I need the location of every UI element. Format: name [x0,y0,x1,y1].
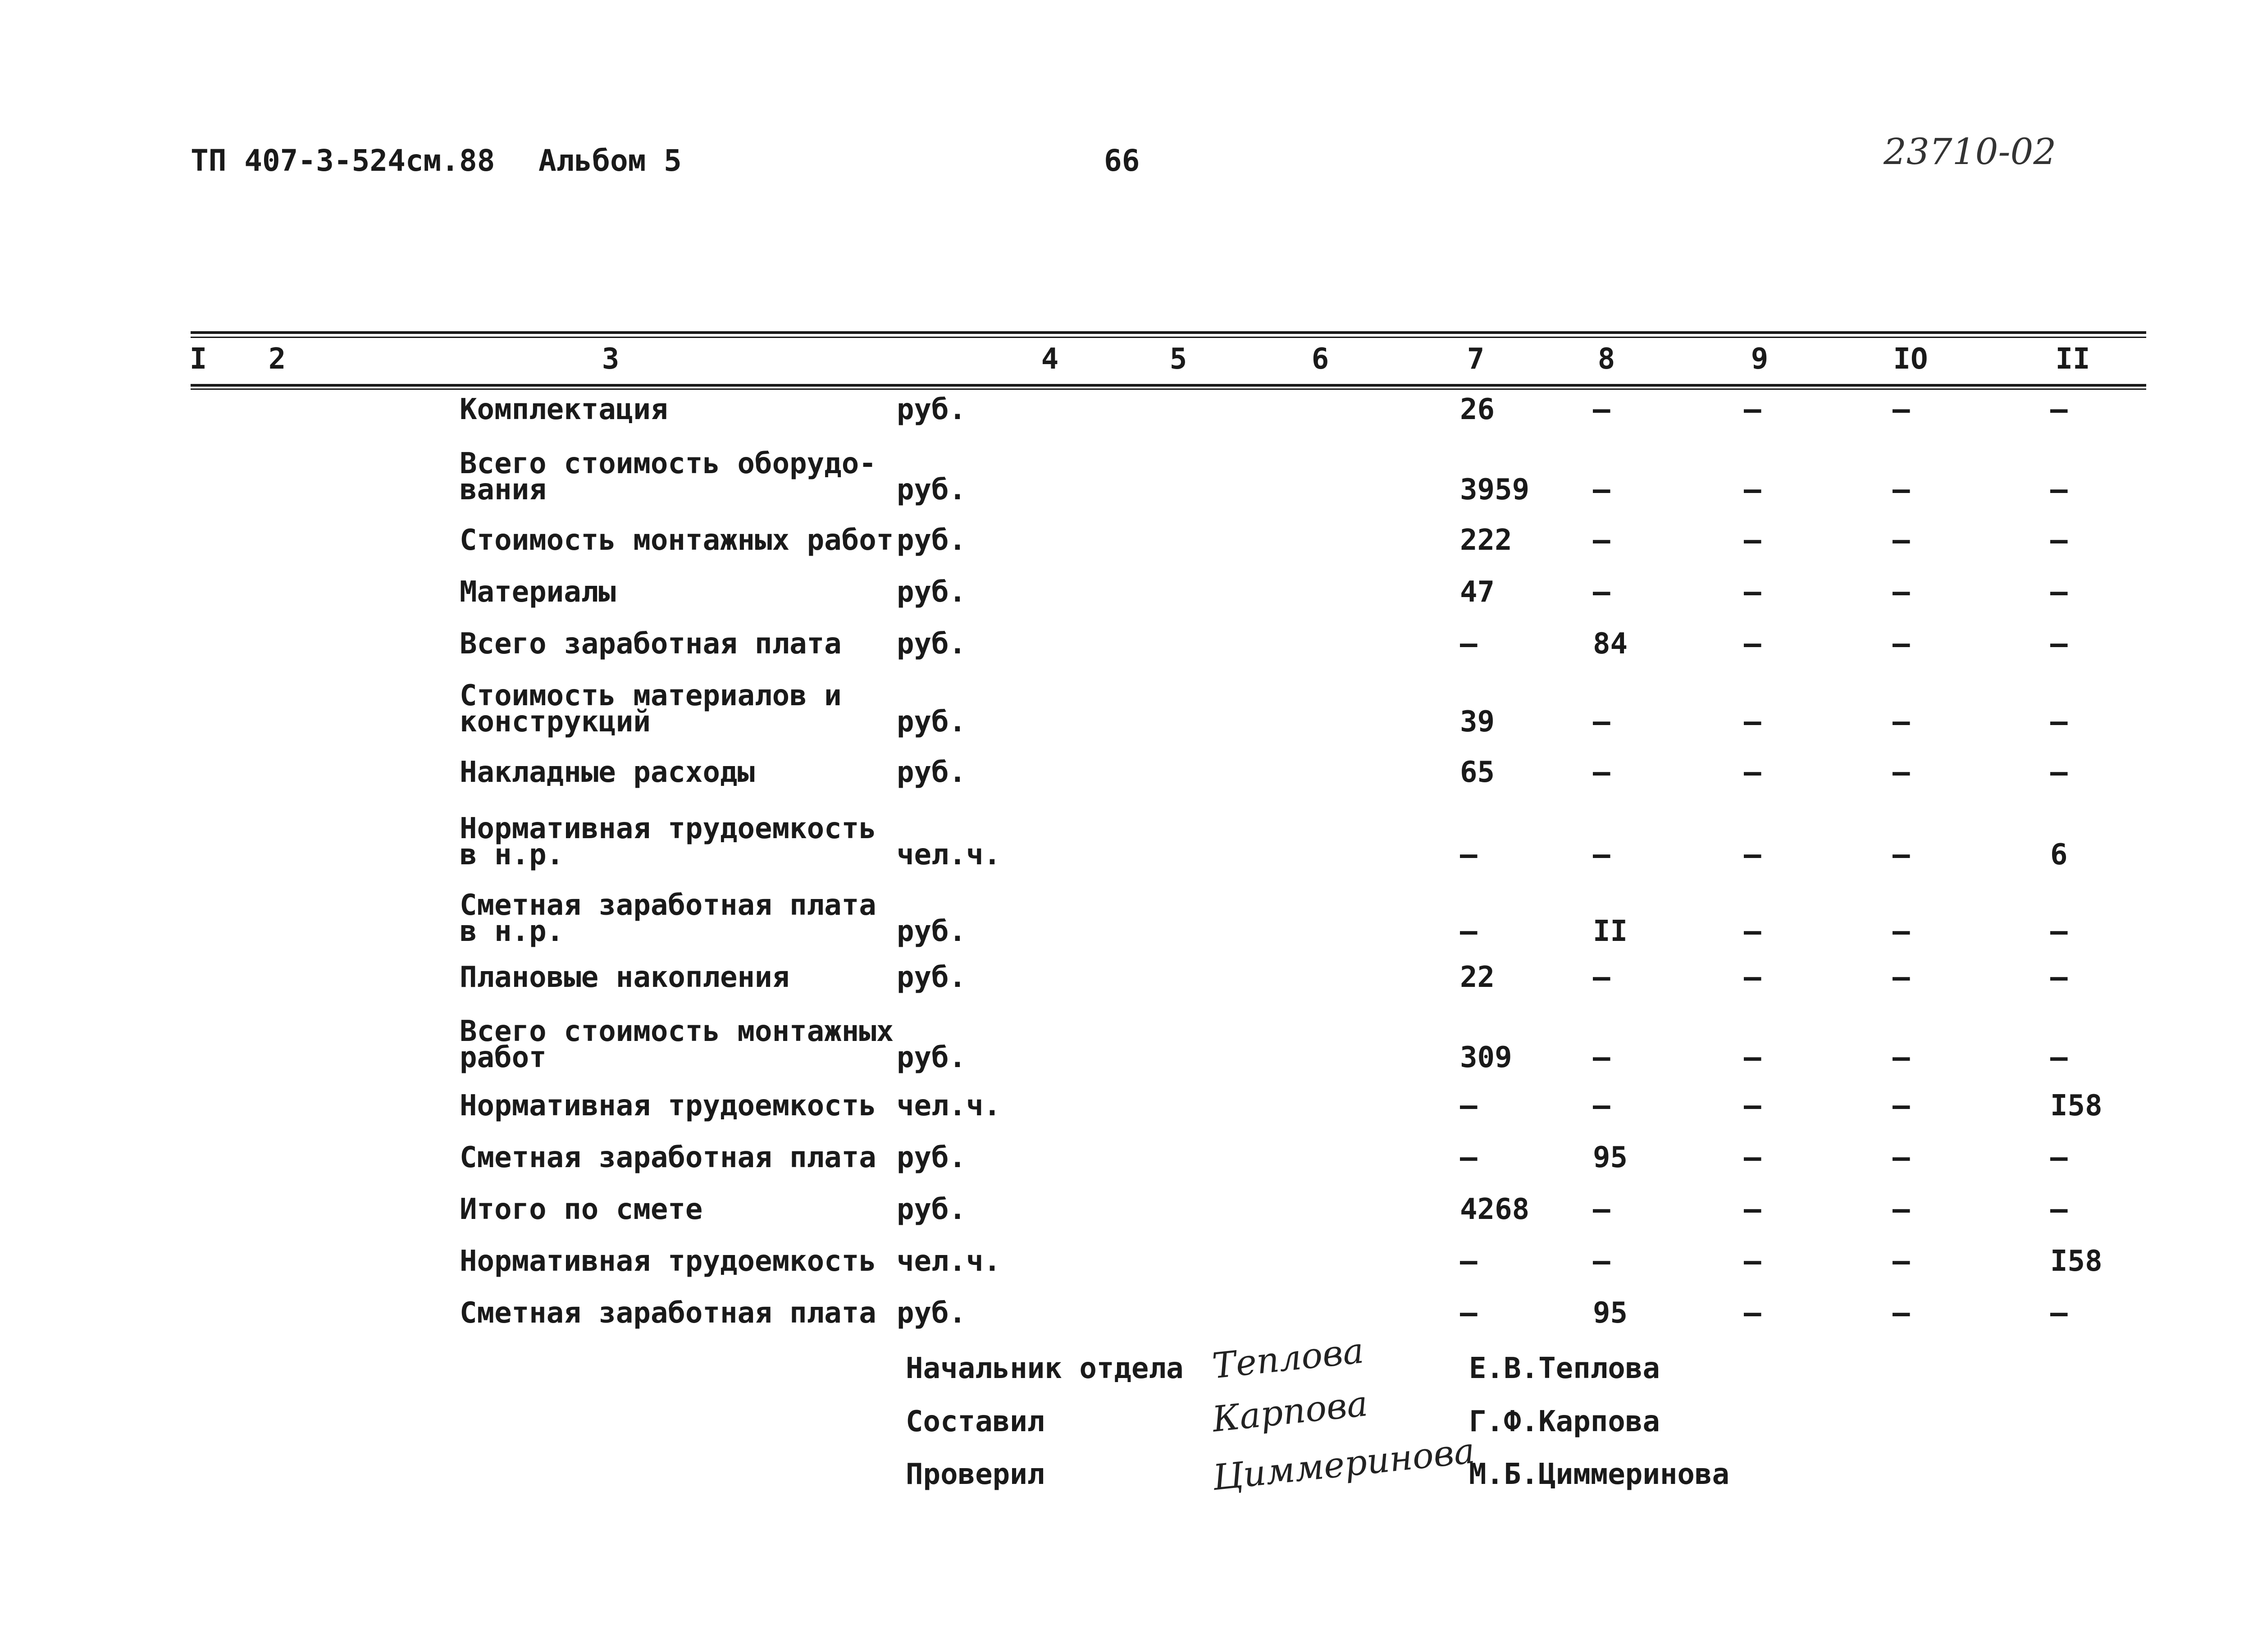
column-header-11: II [2055,342,2090,376]
cell-col9: – [1744,705,1761,739]
cell-col7: – [1460,1141,1478,1174]
handwritten-signature: Теплова [1210,1330,1366,1387]
table-row [0,1193,2253,1237]
cell-col10: – [1893,915,1910,948]
cell-col7: – [1460,838,1478,872]
cell-col7: – [1460,1089,1478,1123]
row-label [460,393,668,426]
cell-col10: – [1893,1296,1910,1330]
cell-col11: I58 [2050,1089,2102,1123]
cell-col7: 3959 [1460,473,1530,507]
cell-col11: – [2050,524,2068,557]
cell-col7: – [1460,915,1478,948]
row-label-line: Комплектация [460,393,668,426]
row-label-line: вания [460,473,547,507]
cell-col8: 84 [1593,627,1628,661]
cell-col7: 26 [1460,393,1495,426]
column-header-4: 4 [1041,342,1059,376]
cell-col8: II [1593,915,1628,948]
row-label [460,756,755,789]
cell-col10: – [1893,393,1910,426]
cell-col10: – [1893,1089,1910,1123]
cell-col9: – [1744,575,1761,609]
row-label-line: Сметная заработная плата [460,889,876,922]
cell-col7: 309 [1460,1041,1512,1074]
row-unit: руб. [897,961,967,994]
row-unit: руб. [897,473,967,507]
row-label [460,889,876,948]
cell-col9: – [1744,1245,1761,1278]
cell-col10: – [1893,1245,1910,1278]
signatory-name: М.Б.Циммеринова [1469,1458,1729,1491]
cell-col9: – [1744,627,1761,661]
cell-col7: 39 [1460,705,1495,739]
signature-role: Составил [906,1405,1045,1438]
table-top-rule-thin [191,337,2146,338]
row-unit: руб. [897,915,967,948]
cell-col8: – [1593,961,1610,994]
table-row [0,1015,2253,1074]
row-label-line: Стоимость материалов и [460,679,842,712]
column-header-9: 9 [1751,342,1769,376]
column-header-2: 2 [268,342,286,376]
cell-col9: – [1744,1041,1761,1074]
cell-col11: – [2050,393,2068,426]
row-unit: чел.ч. [897,1245,1001,1278]
table-row [0,812,2253,872]
row-label-line: в н.р. [460,915,564,948]
inventory-number: 23710-02 [1884,131,2057,173]
cell-col11: – [2050,575,2068,609]
row-unit: руб. [897,575,967,609]
column-header-rule [191,384,2146,387]
row-unit: руб. [897,393,967,426]
cell-col11: – [2050,1141,2068,1174]
row-label-line: Нормативная трудоемкость [460,812,876,845]
cell-col8: – [1593,575,1610,609]
table-row [0,393,2253,437]
table-row [0,627,2253,671]
cell-col9: – [1744,1141,1761,1174]
row-label [460,524,894,557]
doc-code: ТП 407-3-524см.88 [191,143,495,178]
cell-col9: – [1744,1193,1761,1226]
cell-col11: – [2050,473,2068,507]
cell-col9: – [1744,473,1761,507]
row-unit: руб. [897,627,967,661]
table-row [0,447,2253,507]
cell-col8: – [1593,1041,1610,1074]
column-header-7: 7 [1467,342,1485,376]
row-label [460,961,790,994]
cell-col10: – [1893,756,1910,789]
cell-col8: 95 [1593,1141,1628,1174]
cell-col10: – [1893,838,1910,872]
cell-col11: 6 [2050,838,2068,872]
row-label-line: в н.р. [460,838,564,872]
cell-col8: 95 [1593,1296,1628,1330]
cell-col10: – [1893,1141,1910,1174]
row-unit: руб. [897,756,967,789]
cell-col9: – [1744,838,1761,872]
cell-col7: 47 [1460,575,1495,609]
row-label-line: Стоимость монтажных работ [460,524,894,557]
cell-col9: – [1744,393,1761,426]
cell-col8: – [1593,473,1610,507]
table-top-rule [191,331,2146,334]
row-label-line: Плановые накопления [460,961,790,994]
cell-col10: – [1893,473,1910,507]
signature-role: Начальник отдела [906,1352,1184,1385]
row-label-line: Накладные расходы [460,756,755,789]
row-unit: руб. [897,1193,967,1226]
cell-col10: – [1893,1193,1910,1226]
table-row [0,756,2253,800]
table-row [0,889,2253,948]
row-label [460,1193,703,1226]
cell-col8: – [1593,1245,1610,1278]
row-label [460,447,876,507]
cell-col8: – [1593,756,1610,789]
cell-col8: – [1593,524,1610,557]
cell-col7: 22 [1460,961,1495,994]
cell-col9: – [1744,524,1761,557]
signature-role: Проверил [906,1458,1045,1491]
row-unit: руб. [897,1141,967,1174]
table-row [0,1089,2253,1133]
cell-col11: – [2050,756,2068,789]
cell-col10: – [1893,961,1910,994]
cell-col7: 65 [1460,756,1495,789]
signatory-name: Г.Ф.Карпова [1469,1405,1660,1438]
cell-col11: – [2050,915,2068,948]
table-row [0,524,2253,568]
cell-col7: – [1460,1296,1478,1330]
row-unit: руб. [897,705,967,739]
page-number: 66 [1104,143,1140,178]
table-row [0,1245,2253,1289]
table-row [0,1141,2253,1185]
row-label-line: Итого по смете [460,1193,703,1226]
column-header-5: 5 [1169,342,1187,376]
cell-col7: – [1460,1245,1478,1278]
table-row [0,575,2253,620]
row-label-line: Всего заработная плата [460,627,842,661]
cell-col11: – [2050,627,2068,661]
handwritten-signature: Циммеринова [1210,1430,1477,1499]
column-header-rule-thin [191,388,2146,390]
cell-col10: – [1893,1041,1910,1074]
table-row [0,961,2253,1005]
row-label [460,679,842,739]
row-label [460,1089,876,1123]
cell-col8: – [1593,838,1610,872]
cell-col8: – [1593,1089,1610,1123]
row-label-line: конструкций [460,705,651,739]
row-label [460,1296,876,1330]
row-label [460,1141,876,1174]
cell-col10: – [1893,627,1910,661]
cell-col7: – [1460,627,1478,661]
cell-col11: – [2050,961,2068,994]
row-unit: чел.ч. [897,838,1001,872]
row-label [460,1015,894,1074]
cell-col8: – [1593,705,1610,739]
cell-col9: – [1744,1089,1761,1123]
cell-col10: – [1893,524,1910,557]
cell-col9: – [1744,756,1761,789]
cell-col8: – [1593,393,1610,426]
handwritten-signature: Карпова [1210,1383,1370,1440]
column-header-6: 6 [1311,342,1329,376]
cell-col7: 222 [1460,524,1512,557]
cell-col9: – [1744,915,1761,948]
cell-col9: – [1744,961,1761,994]
row-label-line: Всего стоимость монтажных [460,1015,894,1048]
cell-col9: – [1744,1296,1761,1330]
cell-col11: – [2050,1041,2068,1074]
row-label-line: Сметная заработная плата [460,1296,876,1330]
cell-col11: – [2050,1193,2068,1226]
row-label [460,627,842,661]
cell-col8: – [1593,1193,1610,1226]
column-header-8: 8 [1597,342,1615,376]
table-row [0,1296,2253,1341]
album-label: Альбом 5 [538,143,682,178]
row-label [460,1245,876,1278]
column-header-10: IO [1893,342,1928,376]
row-unit: руб. [897,1296,967,1330]
cell-col11: I58 [2050,1245,2102,1278]
row-label-line: Нормативная трудоемкость [460,1245,876,1278]
cell-col7: 4268 [1460,1193,1530,1226]
row-unit: чел.ч. [897,1089,1001,1123]
row-label-line: Всего стоимость оборудо- [460,447,876,480]
row-label-line: Сметная заработная плата [460,1141,876,1174]
signatory-name: Е.В.Теплова [1469,1352,1660,1385]
row-label [460,575,616,609]
row-label [460,812,876,872]
cell-col10: – [1893,575,1910,609]
row-unit: руб. [897,1041,967,1074]
row-label-line: Материалы [460,575,616,609]
cell-col11: – [2050,1296,2068,1330]
row-unit: руб. [897,524,967,557]
row-label-line: работ [460,1041,547,1074]
table-row [0,679,2253,739]
row-label-line: Нормативная трудоемкость [460,1089,876,1123]
cell-col11: – [2050,705,2068,739]
column-header-3: 3 [602,342,620,376]
cell-col10: – [1893,705,1910,739]
column-header-1: I [189,342,207,376]
